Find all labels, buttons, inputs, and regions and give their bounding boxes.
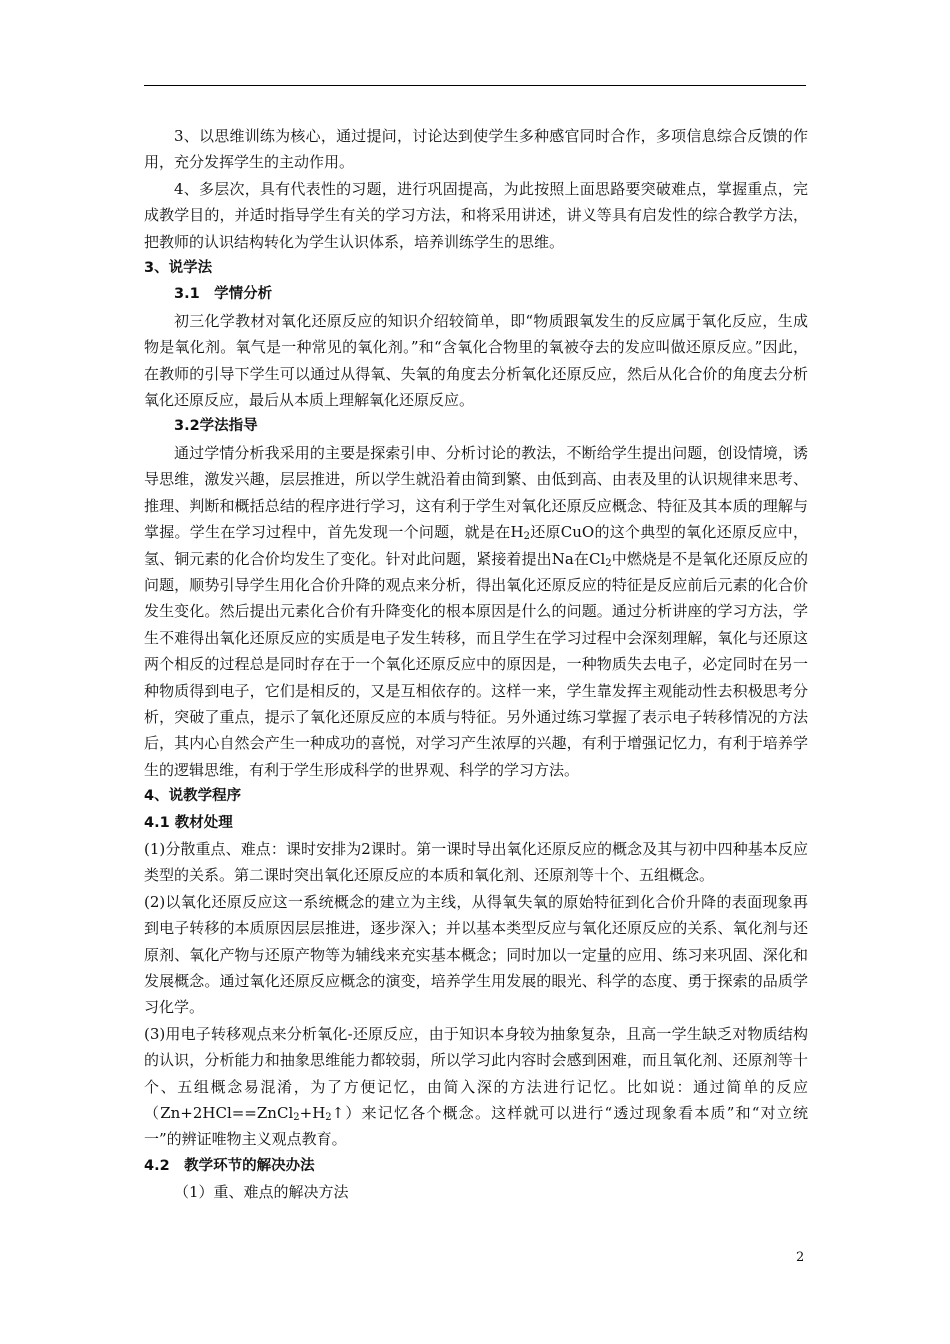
- paragraph: （1）重、难点的解决方法: [174, 1183, 349, 1202]
- paragraph: 3、以思维训练为核心，通过提问，讨论达到使学生多种感官同时合作，多项信息综合反馈的作用，充分发挥学生的主动作用。: [144, 127, 808, 172]
- subscript: 2: [325, 1112, 332, 1124]
- page-number: 2: [796, 1250, 805, 1265]
- subsection-heading: 3.2学法指导: [174, 418, 258, 435]
- text-run: 中燃烧是不是氧化还原反应的问题，顺势引导学生用化合价升降的观点来分析，得出氧化还原反应的特征是反应前后元素的化合价发生变化。然后提出元素化合价有升降变化的根本原因是什么的问题。通过分析讲座的学习方法，学生不难得出氧化还原反应的实质是电子发生转移，而且学生在学习过程中会深刻理解，氧化与还原这两个相反的过程总是同时存在于一个氧化还原反应中的原因是，一种物质失去电子，必定同时在另一种物质得到电子，它们是相反的，又是互相依存的。这样一来，学生靠发挥主观能动性去积极思考分析，突破了重点，提示了氧化还原反应的本质与特征。另外通过练习掌握了表示电子转移情况的方法后，其内心自然会产生一种成功的喜悦，对学习产生浓厚的兴趣，有利于增强记忆力，有利于培养学生的逻辑思维，有利于学生形成科学的世界观、科学的学习方法。: [144, 549, 808, 779]
- text-run: (3)用电子转移观点来分析氧化-还原反应，由于知识本身较为抽象复杂，且高一学生缺乏对物质结构的认识，分析能力和抽象思维能力都较弱，所以学习此内容时会感到困难，而且氧化剂、还原剂等十个、五组概念易混淆，为了方便记忆，由简入深的方法进行记忆。比如说：通过简单的反应（Zn+2HCl==ZnCl: [144, 1024, 808, 1123]
- paragraph: 初三化学教材对氧化还原反应的知识介绍较简单，即“物质跟氧发生的反应属于氧化反应，生成物是氧化剂。氧气是一种常见的氧化剂。”和“含氧化合物里的氧被夺去的发应叫做还原反应。”因此，在教师的引导下学生可以通过从得氧、失氧的角度去分析氧化还原反应，然后从化合价的角度去分析氧化还原反应，最后从本质上理解氧化还原反应。: [144, 311, 808, 410]
- text-run: 还原CuO的这个典型的氧化还原反应中，氢、铜元素的化合价均发生了变化。针对此问题，紧接着提出Na在Cl: [144, 523, 808, 568]
- text-run: +H: [299, 1104, 326, 1123]
- subsection-heading: 3.1 学情分析: [174, 286, 273, 303]
- subscript: 2: [293, 1112, 300, 1124]
- text-run: ↑）来记忆各个概念。这样就可以进行“透过现象看本质”和“对立统一”的辨证唯物主义观点教育。: [144, 1104, 809, 1149]
- paragraph: [144, 1021, 808, 1153]
- section-heading: 4、说教学程序: [144, 788, 242, 805]
- subsection-heading: 4.1 教材处理: [144, 814, 233, 831]
- paragraph: (2)以氧化还原反应这一系统概念的建立为主线，从得氧失氧的原始特征到化合价升降的表面现象再到电子转移的本质原因层层推进，逐步深入；并以基本类型反应与氧化还原反应的关系、氧化剂与还原剂、氧化产物与还原产物等为辅线来充实基本概念；同时加以一定量的应用、练习来巩固、深化和发展概念。通过氧化还原反应概念的演变，培养学生用发展的眼光、科学的态度、勇于探索的品质学习化学。: [144, 892, 808, 1017]
- paragraph: 4、多层次，具有代表性的习题，进行巩固提高，为此按照上面思路要突破难点，掌握重点，完成教学目的，并适时指导学生有关的学习方法，和将采用讲述，讲义等具有启发性的综合教学方法，把教师的认识结构转化为学生认识体系，培养训练学生的思维。: [144, 179, 808, 251]
- header-rule: [144, 85, 806, 86]
- section-heading: 3、说学法: [144, 260, 213, 277]
- paragraph: (1)分散重点、难点：课时安排为2课时。第一课时导出氧化还原反应的概念及其与初中四种基本反应类型的关系。第二课时突出氧化还原反应的本质和氧化剂、还原剂等十个、五组概念。: [144, 839, 808, 885]
- subsection-heading: 4.2 教学环节的解决办法: [144, 1157, 315, 1174]
- subscript: 2: [523, 531, 530, 543]
- paragraph: [144, 440, 808, 783]
- subscript: 2: [605, 557, 612, 569]
- document-body: [144, 123, 808, 1206]
- text-run: 通过学情分析我采用的主要是探索引申、分析讨论的教法，不断给学生提出问题，创设情境，诱导思维，激发兴趣，层层推进，所以学生就沿着由简到繁、由低到高、由表及里的认识规律来思考、推理、判断和概括总结的程序进行学习，这有利于学生对氧化还原反应概念、特征及其本质的理解与掌握。学生在学习过程中，首先发现一个问题，就是在H: [144, 443, 808, 542]
